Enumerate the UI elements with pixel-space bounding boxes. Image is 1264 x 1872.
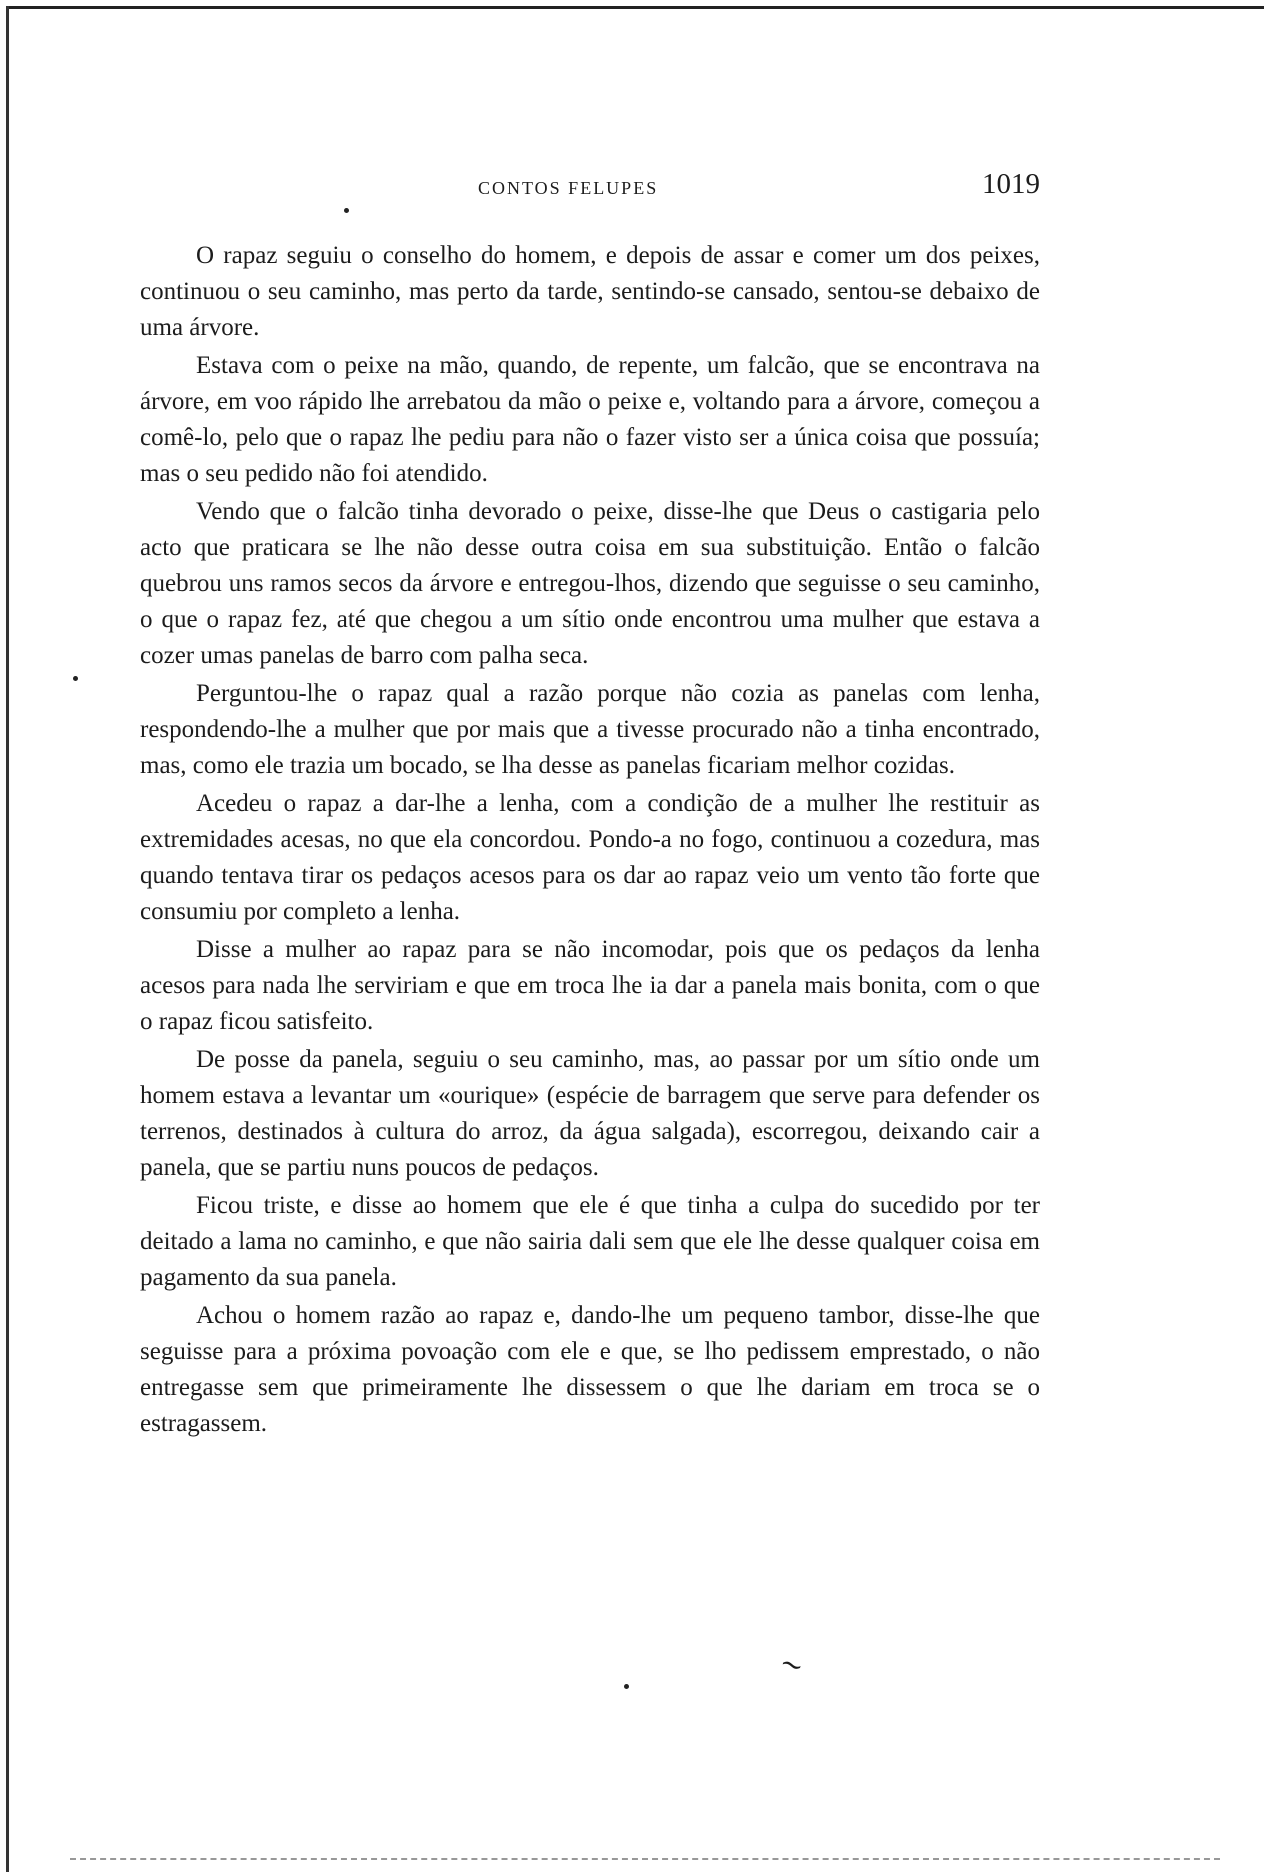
- page-number: 1019: [982, 168, 1040, 200]
- running-title: CONTOS FELUPES: [478, 178, 659, 198]
- paragraph: De posse da panela, seguiu o seu caminho, mas, ao passar por um sítio onde um homem estava a levantar um «ourique» (espécie de barragem que serve para defender os terrenos, destinados à cultura do arroz, da água salgada), escorregou, deixando cair a panela, que se partiu nuns poucos de pedaços.: [140, 1046, 1040, 1181]
- paragraph: Disse a mulher ao rapaz para se não incomodar, pois que os pedaços da lenha acesos para nada lhe serviriam e que em troca lhe ia dar a panela mais bonita, com o que o rapaz ficou satisfeito.: [140, 936, 1040, 1035]
- page-header: [140, 168, 1040, 208]
- paragraph: O rapaz seguiu o conselho do homem, e depois de assar e comer um dos peixes, continuou o seu caminho, mas perto da tarde, sentindo-se cansado, sentou-se debaixo de uma árvore.: [140, 242, 1040, 341]
- paragraph: Achou o homem razão ao rapaz e, dando-lhe um pequeno tambor, disse-lhe que seguisse para a próxima povoação com ele e que, se lho pedissem emprestado, o não entregasse sem que primeiramente lhe dissessem o que lhe dariam em troca se o estragassem.: [140, 1302, 1040, 1437]
- paragraph: Estava com o peixe na mão, quando, de repente, um falcão, que se encontrava na árvore, em voo rápido lhe arrebatou da mão o peixe e, voltando para a árvore, começou a comê-lo, pelo que o rapaz lhe pediu para não o fazer visto ser a única coisa que possuía; mas o seu pedido não foi atendido.: [140, 352, 1040, 487]
- scan-speck: [624, 1684, 629, 1689]
- scan-speck: [344, 208, 349, 213]
- scan-border-top: [8, 6, 1264, 9]
- end-mark-ornament: ∼: [775, 1646, 808, 1685]
- scan-border-left: [6, 6, 9, 1872]
- scan-speck: [73, 676, 78, 681]
- paragraph: Acedeu o rapaz a dar-lhe a lenha, com a condição de a mulher lhe restituir as extremidades acesas, no que ela concordou. Pondo-a no fogo, continuou a cozedura, mas quando tentava tirar os pedaços acesos para os dar ao rapaz veio um vento tão forte que consumiu por completo a lenha.: [140, 790, 1040, 925]
- paragraph: Vendo que o falcão tinha devorado o peixe, disse-lhe que Deus o castigaria pelo acto que praticara se lhe não desse outra coisa em sua substituição. Então o falcão quebrou uns ramos secos da árvore e entregou-lhos, dizendo que seguisse o seu caminho, o que o rapaz fez, até que chegou a um sítio onde encontrou uma mulher que estava a cozer umas panelas de barro com palha seca.: [140, 498, 1040, 669]
- scan-border-bottom: [70, 1858, 1220, 1862]
- paragraph: Perguntou-lhe o rapaz qual a razão porque não cozia as panelas com lenha, respondendo-lhe a mulher que por mais que a tivesse procurado não a tinha encontrado, mas, como ele trazia um bocado, se lha desse as panelas ficariam melhor cozidas.: [140, 680, 1040, 779]
- paragraph: Ficou triste, e disse ao homem que ele é que tinha a culpa do sucedido por ter deitado a lama no caminho, e que não sairia dali sem que ele lhe desse qualquer coisa em pagamento da sua panela.: [140, 1192, 1040, 1291]
- story-text: [140, 238, 1040, 1444]
